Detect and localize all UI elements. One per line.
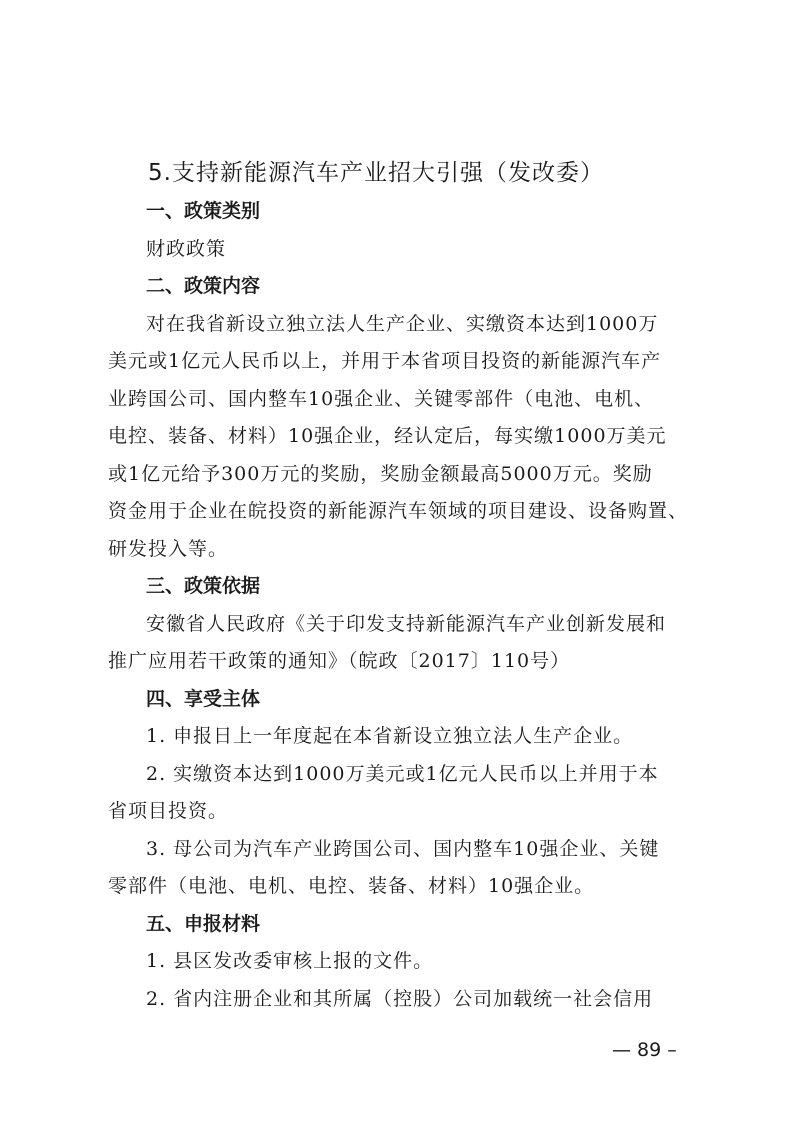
document-body (108, 193, 706, 1018)
document-title: 5.支持新能源汽车产业招大引强（发改委） (148, 160, 604, 186)
list-item: 1. 申报日上一年度起在本省新设立独立法人生产企业。 (146, 725, 634, 747)
list-item: 2. 省内注册企业和其所属（控股）公司加载统一社会信用 (146, 987, 654, 1010)
section-heading-materials: 五、申报材料 (146, 912, 261, 935)
body-line: 推广应用若干政策的通知》（皖政〔2017〕110号） (108, 650, 571, 672)
body-line: 研发投入等。 (108, 537, 229, 560)
page-number: — 89 – (612, 1039, 677, 1061)
body-line: 或1亿元给予300万元的奖励，奖励金额最高5000万元。奖励 (108, 462, 653, 485)
body-line: 省项目投资。 (108, 800, 229, 822)
list-item: 3. 母公司为汽车产业跨国公司、国内整车10强企业、关键 (146, 837, 660, 860)
body-line: 安徽省人民政府《关于印发支持新能源汽车产业创新发展和 (146, 612, 667, 635)
body-line: 电控、装备、材料）10强企业，经认定后，每实缴1000万美元 (108, 425, 667, 447)
body-line: 美元或1亿元人民币以上，并用于本省项目投资的新能源汽车产 (108, 350, 662, 372)
body-line: 零部件（电池、电机、电控、装备、材料）10强企业。 (108, 875, 595, 897)
body-line: 资金用于企业在皖投资的新能源汽车领域的项目建设、设备购置、 (108, 500, 689, 522)
section-heading-subject: 四、享受主体 (146, 687, 261, 710)
body-line: 对在我省新设立独立法人生产企业、实缴资本达到1000万 (146, 312, 659, 335)
section-heading-content: 二、政策内容 (146, 275, 261, 297)
list-item: 2. 实缴资本达到1000万美元或1亿元人民币以上并用于本 (146, 762, 659, 785)
body-line: 业跨国公司、国内整车10强企业、关键零部件（电池、电机、 (108, 387, 655, 410)
section-heading-category: 一、政策类别 (146, 200, 261, 222)
section-heading-basis: 三、政策依据 (146, 575, 261, 597)
list-item: 1. 县区发改委审核上报的文件。 (146, 950, 434, 972)
body-line: 财政政策 (146, 237, 227, 260)
